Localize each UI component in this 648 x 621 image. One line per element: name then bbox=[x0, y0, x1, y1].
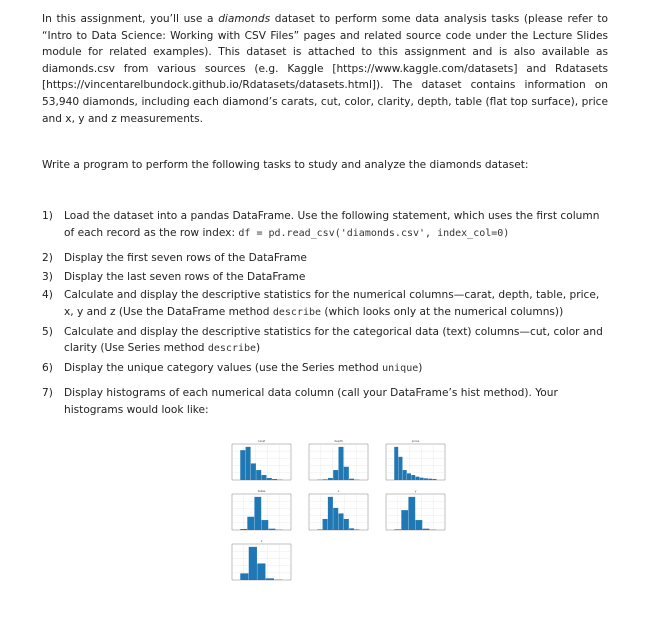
histogram-bar bbox=[323, 519, 328, 530]
histogram-bar bbox=[251, 463, 256, 480]
histogram-title: table bbox=[257, 489, 266, 493]
task-text: Calculate and display the descriptive statistics for the numerical columns—carat, depth, table, price, x, y and z (Use the DataFrame method bbox=[64, 289, 600, 318]
histogram-bar bbox=[424, 478, 428, 480]
task-text: Display the first seven rows of the DataFrame bbox=[64, 252, 307, 265]
histogram-bar bbox=[349, 479, 354, 480]
histogram-bar bbox=[262, 520, 269, 530]
histogram-bar bbox=[423, 529, 430, 530]
task-intro: Write a program to perform the following tasks to study and analyze the diamonds dataset: bbox=[42, 159, 529, 171]
histogram-title: price bbox=[411, 439, 420, 443]
histogram-bar bbox=[317, 529, 322, 530]
histogram-bar bbox=[399, 457, 403, 480]
histogram-panel-depth bbox=[309, 439, 368, 480]
task-text: (which looks only at the numerical columns)) bbox=[321, 305, 564, 318]
histogram-bar bbox=[428, 479, 432, 480]
histogram-bar bbox=[411, 475, 415, 480]
task-text: Load the dataset into a pandas DataFrame. Use the following statement, which uses the first column of each record as the row index: bbox=[64, 210, 600, 239]
task-text: Display histograms of each numerical data column (call your DataFrame’s hist method). Your histograms would look like: bbox=[64, 387, 558, 416]
task-item-5 bbox=[42, 324, 608, 358]
histogram-title: x bbox=[337, 489, 340, 493]
task-number: 2) bbox=[42, 252, 53, 265]
histogram-bar bbox=[333, 470, 338, 480]
histogram-bar bbox=[394, 447, 398, 480]
task-text: ) bbox=[418, 361, 423, 374]
histogram-bar bbox=[394, 529, 401, 530]
histogram-bar bbox=[249, 547, 257, 580]
histogram-bar bbox=[344, 467, 349, 480]
histogram-bar bbox=[407, 473, 411, 480]
intro-paragraph bbox=[42, 11, 608, 127]
histogram-bar bbox=[333, 508, 338, 530]
intro-text-1: In this assignment, you’ll use a bbox=[42, 13, 219, 25]
histogram-bar bbox=[432, 479, 436, 480]
histogram-bar bbox=[240, 450, 245, 480]
task-text: Calculate and display the descriptive statistics for the categorical data (text) columns—cut, color and clarity (Use Series method bbox=[64, 325, 603, 355]
histogram-bar bbox=[323, 479, 328, 480]
task-item-2 bbox=[42, 250, 608, 267]
histogram-bar bbox=[267, 478, 272, 480]
histogram-panel-table bbox=[232, 489, 291, 530]
task-number: 5) bbox=[42, 325, 53, 338]
histogram-panel-z bbox=[232, 539, 291, 580]
histogram-bar bbox=[269, 529, 276, 530]
task-item-3 bbox=[42, 269, 608, 286]
task-code: describe bbox=[207, 343, 257, 355]
histogram-bar bbox=[262, 475, 267, 480]
histogram-bar bbox=[416, 477, 420, 480]
histogram-title: z bbox=[260, 539, 263, 543]
task-text: ) bbox=[256, 342, 261, 355]
histogram-bar bbox=[272, 479, 277, 480]
task-item-1 bbox=[42, 208, 608, 242]
histogram-bar bbox=[254, 497, 261, 530]
task-number: 3) bbox=[42, 270, 53, 283]
task-list bbox=[42, 208, 608, 421]
histogram-bar bbox=[257, 563, 265, 580]
histogram-bar bbox=[266, 578, 274, 580]
intro-text-2: dataset to perform some data analysis tasks (please refer to “Intro to Data Science: Working with CSV Files” pages and related source code under the Lecture Slides module for related examples). This dataset is attached to this assignment and is also available as diamonds.csv from various sources (e.g. Kaggle [https://www.kaggle.com/datasets] and Rdatasets [https://vincentarelbundock.github.io/Rdatasets/datasets.html]). The dataset contains information on 53,940 diamonds, including each diamond’s carats, cut, color, clarity, depth, table (flat top surface), price and x, y and z measurements. bbox=[42, 13, 609, 125]
histogram-title: y bbox=[414, 489, 417, 493]
histogram-title: carat bbox=[257, 439, 266, 443]
histogram-panel-price bbox=[386, 439, 445, 480]
histogram-panel-x bbox=[309, 489, 368, 530]
histogram-bar bbox=[408, 497, 415, 530]
histogram-bar bbox=[240, 529, 247, 530]
task-text: Display the unique category values (use the Series method bbox=[64, 361, 383, 374]
histogram-bar bbox=[354, 529, 359, 530]
task-item-6 bbox=[42, 360, 608, 378]
histogram-bar bbox=[420, 478, 424, 480]
histogram-title: depth bbox=[334, 439, 343, 443]
histogram-panel-carat bbox=[232, 439, 291, 480]
task-number: 6) bbox=[42, 361, 53, 374]
histogram-bar bbox=[416, 520, 423, 530]
histogram-bar bbox=[349, 528, 354, 530]
histogram-bar bbox=[339, 513, 344, 530]
histogram-bar bbox=[403, 470, 407, 480]
task-item-7 bbox=[42, 385, 608, 418]
histogram-bar bbox=[328, 478, 333, 480]
histogram-bar bbox=[339, 447, 344, 480]
histogram-bar bbox=[256, 470, 261, 480]
task-number: 4) bbox=[42, 289, 53, 302]
task-code: df = pd.read_csv('diamonds.csv', index_col=0) bbox=[238, 227, 510, 239]
task-code: unique bbox=[382, 362, 419, 374]
task-item-4 bbox=[42, 287, 608, 321]
histogram-bar bbox=[247, 517, 254, 530]
histogram-figure bbox=[218, 437, 450, 587]
histogram-bar bbox=[401, 510, 408, 530]
task-code: describe bbox=[272, 306, 322, 318]
histogram-bar bbox=[246, 447, 251, 480]
histogram-bar bbox=[240, 573, 248, 580]
histogram-bar bbox=[344, 519, 349, 530]
task-number: 1) bbox=[42, 210, 53, 222]
task-number: 7) bbox=[42, 387, 53, 400]
intro-emphasis: diamonds bbox=[218, 13, 271, 25]
histogram-panel-y bbox=[386, 489, 445, 530]
histogram-bar bbox=[328, 497, 333, 530]
task-text: Display the last seven rows of the DataFrame bbox=[64, 270, 306, 283]
histogram-grid bbox=[218, 437, 450, 587]
